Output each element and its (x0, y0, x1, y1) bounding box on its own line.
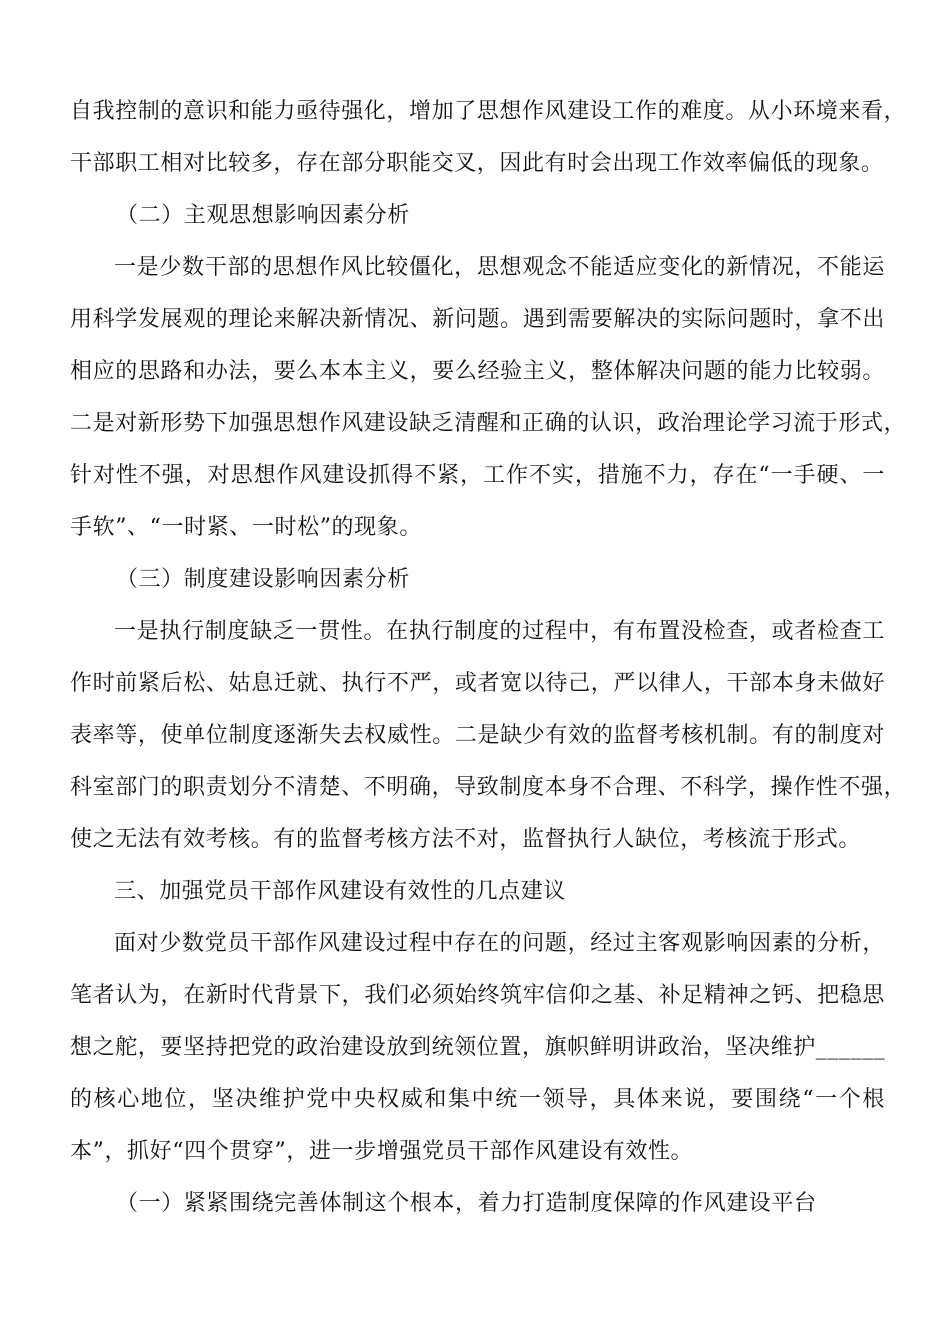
paragraph-line: 本”，抓好“四个贯穿”，进一步增强党员干部作风建设有效性。 (70, 1139, 694, 1164)
section-heading: （三）制度建设影响因素分析 (116, 567, 410, 592)
paragraph-line: 笔者认为，在新时代背景下，我们必须始终筑牢信仰之基、补足精神之钙、把稳思 (70, 983, 885, 1008)
paragraph-line: 作时前紧后松、姑息迁就、执行不严，或者宽以待己，严以律人，干部本身未做好 (70, 671, 885, 696)
paragraph-line: 用科学发展观的理论来解决新情况、新问题。遇到需要解决的实际问题时，拿不出 (70, 307, 885, 332)
section-heading: （一）紧紧围绕完善体制这个根本，着力打造制度保障的作风建设平台 (116, 1191, 817, 1216)
paragraph-line: 手软”、“一时紧、一时松”的现象。 (70, 515, 422, 540)
paragraph-line: 面对少数党员干部作风建设过程中存在的问题，经过主客观影响因素的分析， (114, 931, 885, 956)
paragraph-line: 使之无法有效考核。有的监督考核方法不对，监督执行人缺位，考核流于形式。 (70, 827, 862, 852)
paragraph-line: 自我控制的意识和能力亟待强化，增加了思想作风建设工作的难度。从小环境来看， (70, 99, 907, 124)
paragraph-line: 干部职工相对比较多，存在部分职能交叉，因此有时会出现工作效率偏低的现象。 (70, 151, 884, 176)
paragraph-line: 相应的思路和办法，要么本本主义，要么经验主义，整体解决问题的能力比较弱。 (70, 359, 885, 384)
section-heading: （二）主观思想影响因素分析 (116, 203, 410, 228)
paragraph-line: 一是少数干部的思想作风比较僵化，思想观念不能适应变化的新情况，不能运 (114, 255, 885, 280)
paragraph-line: 想之舵，要坚持把党的政治建设放到统领位置，旗帜鲜明讲政治，坚决维护______ (70, 1035, 886, 1060)
section-heading: 三、加强党员干部作风建设有效性的几点建议 (114, 879, 567, 904)
paragraph-line: 的核心地位，坚决维护党中央权威和集中统一领导，具体来说，要围绕“一个根 (70, 1087, 885, 1112)
paragraph-line: 针对性不强，对思想作风建设抓得不紧，工作不实，措施不力，存在“一手硬、一 (70, 463, 885, 488)
paragraph-line: 科室部门的职责划分不清楚、不明确，导致制度本身不合理、不科学，操作性不强， (70, 775, 907, 800)
paragraph-line: 表率等，使单位制度逐渐失去权威性。二是缺少有效的监督考核机制。有的制度对 (70, 723, 885, 748)
paragraph-line: 一是执行制度缺乏一贯性。在执行制度的过程中，有布置没检查，或者检查工 (114, 619, 885, 644)
paragraph-line: 二是对新形势下加强思想作风建设缺乏清醒和正确的认识，政治理论学习流于形式， (70, 411, 907, 436)
